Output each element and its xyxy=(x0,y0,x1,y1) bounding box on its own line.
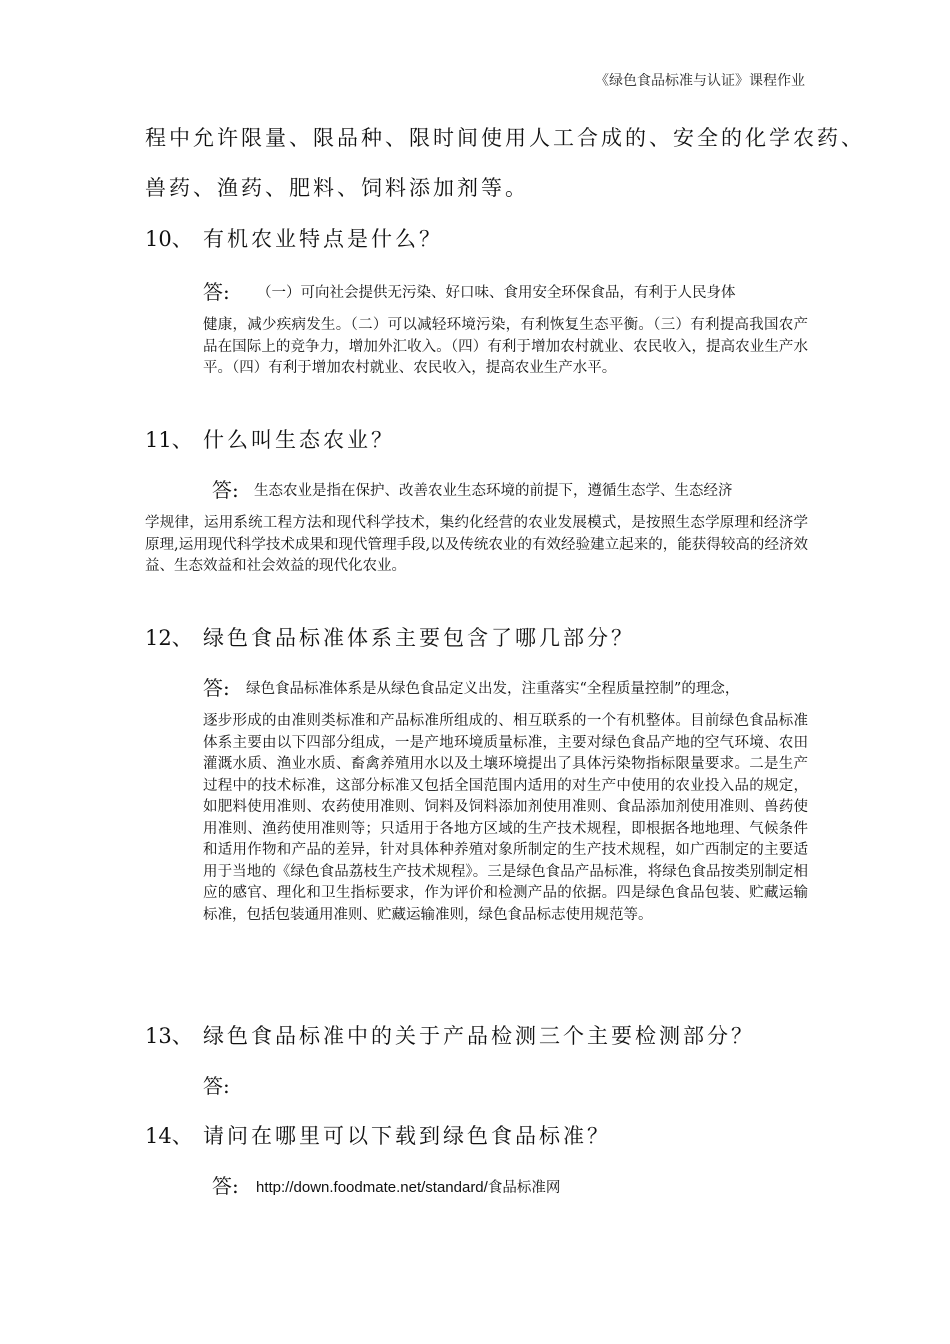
question-text: 有机农业特点是什么？ xyxy=(203,227,443,251)
question-13 xyxy=(145,1020,755,1050)
answer-first-line: （一）可向社会提供无污染、好口味、食用安全环保食品，有利于人民身体 xyxy=(257,285,736,301)
answer-first-line: 生态农业是指在保护、改善农业生态环境的前提下，遵循生态学、生态经济 xyxy=(254,483,733,499)
question-text: 绿色食品标准体系主要包含了哪几部分？ xyxy=(203,626,635,650)
question-number: 10、 xyxy=(145,227,193,251)
question-10 xyxy=(145,223,443,253)
answer-text: 逐步形成的由准则类标准和产品标准所组成的、相互联系的一个有机整体。目前绿色食品标准体系主要由以下四部分组成，一是产地环境质量标准，主要对绿色食品产地的空气环境、农田灌溉水质、渔业水质、畜禽养殖用水以及土壤环境提出了具体污染物指标限量要求。二是生产过程中的技术标准，这部分标准又包括全国范围内适用的对生产中使用的农业投入品的规定，如肥料使用准则、农药使用准则、饲料及饲料添加剂使用准则、食品添加剂使用准则、兽药使用准则、渔药使用准则等；只适用于各地方区域的生产技术规程，即根据各地地理、气候条件和适用作物和产品的差异，针对具体种养殖对象所制定的生产技术规程，如广西制定的主要适用于当地的《绿色食品荔枝生产技术规程》。三是绿色食品产品标准，将绿色食品按类别制定相应的感官、理化和卫生指标要求，作为评价和检测产品的依据。四是绿色食品包装、贮藏运输标准，包括包装通用准则、贮藏运输准则，绿色食品标志使用规范等。 xyxy=(203,713,808,923)
answer-label: 答: xyxy=(203,676,230,700)
answer-label: 答: xyxy=(212,1174,239,1198)
question-number: 13、 xyxy=(145,1024,193,1048)
answer-first-line: 绿色食品标准体系是从绿色食品定义出发，注重落实“全程质量控制”的理念， xyxy=(246,681,740,697)
question-text: 请问在哪里可以下载到绿色食品标准？ xyxy=(203,1124,611,1148)
question-number: 14、 xyxy=(145,1124,193,1148)
question-text: 什么叫生态农业？ xyxy=(203,428,395,452)
answer-label: 答: xyxy=(203,1074,230,1098)
site-name: 食品标准网 xyxy=(487,1180,561,1196)
answer-label: 答: xyxy=(203,280,230,304)
continuation-line-1: 程中允许限量、限品种、限时间使用人工合成的、安全的化学农药、 xyxy=(145,126,865,150)
question-11 xyxy=(145,424,395,454)
question-14 xyxy=(145,1120,611,1150)
standard-download-link[interactable]: http://down.foodmate.net/standard/ xyxy=(256,1179,488,1196)
continuation-line-2: 兽药、渔药、肥料、饲料添加剂等。 xyxy=(145,176,529,200)
question-text: 绿色食品标准中的关于产品检测三个主要检测部分？ xyxy=(203,1024,755,1048)
question-12 xyxy=(145,622,635,652)
question-number: 12、 xyxy=(145,626,193,650)
answer-text: 健康，减少疾病发生。（二）可以减轻环境污染，有利恢复生态平衡。（三）有利提高我国农产品在国际上的竞争力，增加外汇收入。（四）有利于增加农村就业、农民收入，提高农业生产水平。（四）有利于增加农村就业、农民收入，提高农业生产水平。 xyxy=(203,317,808,376)
question-number: 11、 xyxy=(145,428,193,452)
page-header: 《绿色食品标准与认证》课程作业 xyxy=(595,73,805,89)
answer-url-line xyxy=(256,1180,560,1196)
answer-label: 答: xyxy=(212,478,239,502)
answer-text: 学规律，运用系统工程方法和现代科学技术，集约化经营的农业发展模式，是按照生态学原理和经济学原理,运用现代科学技术成果和现代管理手段,以及传统农业的有效经验建立起来的，能获得较高的经济效益、生态效益和社会效益的现代化农业。 xyxy=(145,515,808,574)
